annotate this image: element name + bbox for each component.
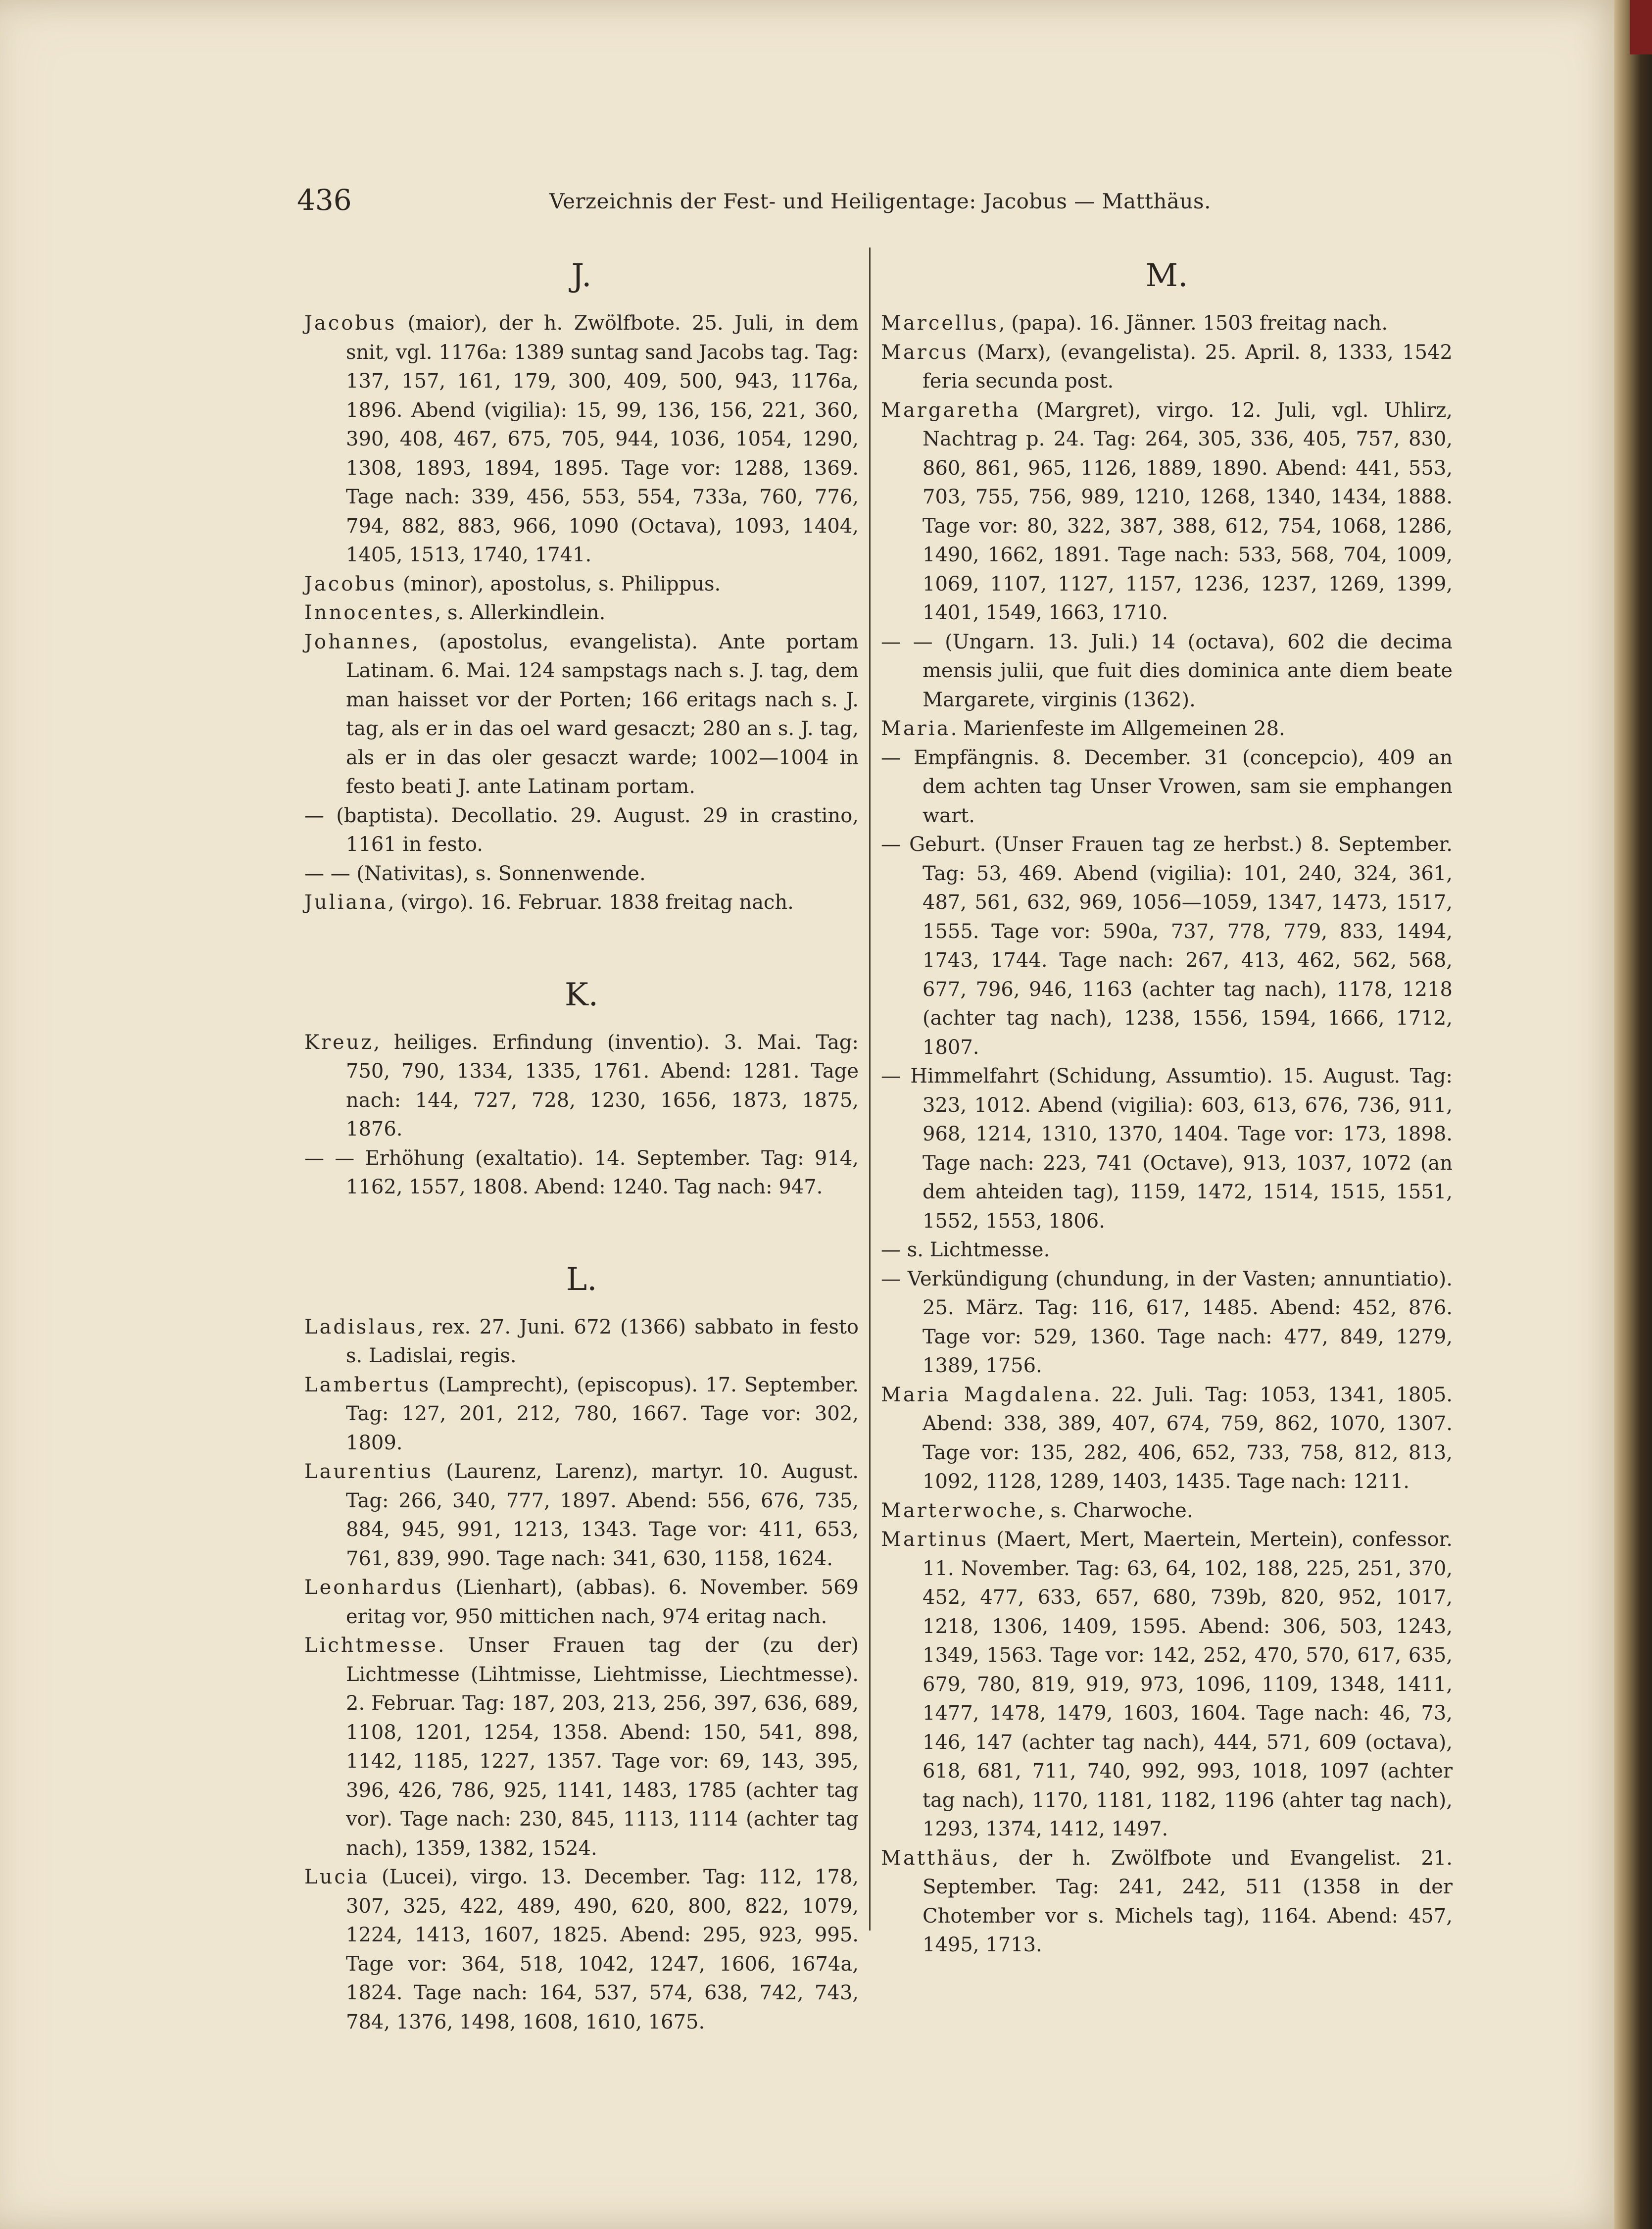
index-entry (304, 1371, 859, 1458)
entry-text: . Unser Frauen tag der (zu der) Lichtmesse (Lihtmisse, Liehtmisse, Liechtmesse). 2. Februar. Tag: 187, 203, 213, 256, 397, 636, 689, 1108, 1201, 1254, 1358. Abend: 150, 541, 898, 1142, 1185, 1227, 1357. Tage vor: 69, 143, 395, 396, 426, 786, 925, 1141, 1483, 1785 (achter tag vor). Tage nach: 230, 845, 1113, 1114 (achter tag nach), 1359, 1382, 1524. (346, 1634, 859, 1860)
index-entry (881, 396, 1453, 628)
index-entry (304, 859, 859, 889)
entry-text: — s. Lichtmesse. (881, 1238, 1050, 1261)
index-entry (881, 1381, 1453, 1496)
left-column (304, 252, 859, 2036)
entry-text: — — (Ungarn. 13. Juli.) 14 (octava), 602 die decima mensis julii, que fuit dies dominica ante diem beate Margarete, virginis (1362). (881, 630, 1453, 711)
entry-head: Juliana (304, 891, 388, 914)
entry-head: Matthäus (881, 1846, 992, 1870)
entry-head: Maria Magdalena (881, 1383, 1094, 1406)
entry-text: , (virgo). 16. Februar. 1838 freitag nach. (388, 891, 794, 914)
entry-head: Marcus (881, 341, 969, 364)
running-title: Verzeichnis der Fest- und Heiligentage: Jacobus — Matthäus. (549, 189, 1211, 213)
entry-head: Marcellus (881, 312, 999, 335)
section-letter-l: L. (566, 1261, 597, 1298)
index-entry (881, 1844, 1453, 1960)
index-entry (881, 830, 1453, 1062)
entry-head: Margaretha (881, 398, 1020, 422)
entry-head: Martinus (881, 1528, 988, 1551)
entry-text: (maior), der h. Zwölfbote. 25. Juli, in dem snit, vgl. 1176a: 1389 suntag sand Jacobs tag. Tag: 137, 157, 161, 179, 300, 409, 500, 943, 1176a, 1896. Abend (vigilia): 15, 99, 136, 156, 221, 360, 390, 408, 467, 675, 705, 944, 1036, 1054, 1290, 1308, 1893, 1894, 1895. Tage vor: 1288, 1369. Tage nach: 339, 456, 553, 554, 733a, 760, 776, 794, 882, 883, 966, 1090 (Octava), 1093, 1404, 1405, 1513, 1740, 1741. (346, 312, 859, 566)
entry-head: Laurentius (304, 1460, 433, 1483)
entry-text: — — (Nativitas), s. Sonnenwende. (304, 862, 646, 885)
index-entry (304, 1144, 859, 1202)
entry-text: (Margret), virgo. 12. Juli, vgl. Uhlirz, Nachtrag p. 24. Tag: 264, 305, 336, 405, 757, 830, 860, 861, 965, 1126, 1889, 1890. Abend: 441, 553, 703, 755, 756, 989, 1210, 1268, 1340, 1434, 1888. Tage vor: 80, 322, 387, 388, 612, 754, 1068, 1286, 1490, 1662, 1891. Tage nach: 533, 568, 704, 1009, 1069, 1107, 1127, 1157, 1236, 1237, 1269, 1399, 1401, 1549, 1663, 1710. (923, 398, 1453, 624)
index-entry (304, 1457, 859, 1573)
entry-text: (Marx), (evangelista). 25. April. 8, 1333, 1542 feria secunda post. (923, 341, 1453, 393)
entry-head: Maria (881, 717, 951, 740)
entry-text: — Verkündigung (chundung, in der Vasten; annuntiatio). 25. März. Tag: 116, 617, 1485. Abend: 452, 876. Tage vor: 529, 1360. Tage nach: 477, 849, 1279, 1389, 1756. (881, 1267, 1453, 1377)
book-spine (1614, 0, 1652, 2229)
entry-text: , (apostolus, evangelista). Ante portam Latinam. 6. Mai. 124 sampstags nach s. J. tag, dem man haisset vor der Porten; 166 eritags nach s. J. tag, als er in das oel ward gesaczt; 280 an s. J. tag, als er in das oler gesaczt warde; 1002—1004 in festo beati J. ante Latinam portam. (346, 630, 859, 798)
entry-head: Marterwoche (881, 1499, 1038, 1522)
entry-head: Johannes (304, 630, 412, 653)
entry-text: — Geburt. (Unser Frauen tag ze herbst.) 8. September. Tag: 53, 469. Abend (vigilia): 101, 240, 324, 361, 487, 561, 632, 969, 1056—1059, 1347, 1473, 1517, 1555. Tage vor: 590a, 737, 778, 779, 833, 1494, 1743, 1744. Tage nach: 267, 413, 462, 562, 568, 677, 796, 946, 1163 (achter tag nach), 1178, 1218 (achter tag nach), 1238, 1556, 1594, 1666, 1712, 1807. (881, 833, 1453, 1059)
index-entry (304, 628, 859, 801)
entry-text: (Lienhart), (abbas). 6. November. 569 eritag vor, 950 mittichen nach, 974 eritag nach. (346, 1576, 859, 1628)
right-column (881, 252, 1453, 1960)
index-entry (881, 1236, 1453, 1265)
entry-head: Lucia (304, 1866, 370, 1888)
entry-text: (minor), apostolus, s. Philippus. (396, 572, 721, 595)
section-letter-k: K. (564, 976, 599, 1013)
entry-text: , (papa). 16. Jänner. 1503 freitag nach. (998, 312, 1388, 335)
index-entry (881, 628, 1453, 715)
entry-text: , der h. Zwölfbote und Evangelist. 21. September. Tag: 241, 242, 511 (1358 in der Chotember vor s. Michels tag), 1164. Abend: 457, 1495, 1713. (923, 1846, 1453, 1956)
index-entry (881, 309, 1453, 338)
entry-text: , s. Allerkindlein. (435, 601, 606, 624)
entry-text: , heiliges. Erfindung (inventio). 3. Mai. Tag: 750, 790, 1334, 1335, 1761. Abend: 1281. Tage nach: 144, 727, 728, 1230, 1656, 1873, 1875, 1876. (346, 1031, 859, 1140)
index-entry (304, 1028, 859, 1144)
index-entry (881, 1265, 1453, 1381)
entry-text: — — Erhöhung (exaltatio). 14. September. Tag: 914, 1162, 1557, 1808. Abend: 1240. Tag nach: 947. (304, 1146, 859, 1198)
entry-head: Ladislaus (304, 1315, 418, 1338)
entry-text: — Himmelfahrt (Schidung, Assumtio). 15. August. Tag: 323, 1012. Abend (vigilia): 603, 613, 676, 736, 911, 968, 1214, 1310, 1370, 1404. Tage vor: 173, 1898. Tage nach: 223, 741 (Octave), 913, 1037, 1072 (an dem ahteiden tag), 1159, 1472, 1514, 1515, 1551, 1552, 1553, 1806. (881, 1065, 1453, 1233)
entry-head: Leonhardus (304, 1576, 443, 1599)
entry-head: Lichtmesse (304, 1634, 438, 1657)
entry-text: (Lucei), virgo. 13. December. Tag: 112, 178, 307, 325, 422, 489, 490, 620, 800, 822, 1079, 1224, 1413, 1607, 1825. Abend: 295, 923, 995. Tage vor: 364, 518, 1042, 1247, 1606, 1674a, 1824. Tage nach: 164, 537, 574, 638, 742, 743, 784, 1376, 1498, 1608, 1610, 1675. (346, 1866, 859, 2033)
index-entry (304, 309, 859, 570)
binding-tab (1630, 0, 1652, 54)
index-entry (304, 598, 859, 628)
section-letter-m: M. (1145, 257, 1188, 294)
entry-head: Lambertus (304, 1373, 431, 1396)
entry-text: — (baptista). Decollatio. 29. August. 29 in crastino, 1161 in festo. (304, 804, 859, 856)
entry-head: Jacobus (304, 312, 397, 335)
index-entry (881, 1525, 1453, 1844)
index-entry (881, 1496, 1453, 1526)
entry-text: (Maert, Mert, Maertein, Mertein), confessor. 11. November. Tag: 63, 64, 102, 188, 225, 251, 370, 452, 477, 633, 657, 680, 739b, 820, 952, 1017, 1218, 1306, 1409, 1595. Abend: 306, 503, 1243, 1349, 1563. Tage vor: 142, 252, 470, 570, 617, 635, 679, 780, 819, 919, 973, 1096, 1109, 1348, 1411, 1477, 1478, 1479, 1603, 1604. Tage nach: 46, 73, 146, 147 (achter tag nach), 444, 571, 609 (octava), 618, 681, 711, 740, 992, 993, 1018, 1097 (achter tag nach), 1170, 1181, 1182, 1196 (ahter tag nach), 1293, 1374, 1412, 1497. (923, 1528, 1453, 1840)
entry-text: , rex. 27. Juni. 672 (1366) sabbato in festo s. Ladislai, regis. (346, 1315, 859, 1367)
page-header (297, 183, 1485, 223)
entry-text: — Empfängnis. 8. December. 31 (concepcio), 409 an dem achten tag Unser Vrowen, sam sie emphangen wart. (881, 746, 1453, 827)
index-entry (881, 338, 1453, 396)
page-number: 436 (297, 183, 352, 217)
index-entry (881, 714, 1453, 743)
entry-text: . 22. Juli. Tag: 1053, 1341, 1805. Abend: 338, 389, 407, 674, 759, 862, 1070, 1307. Tage vor: 135, 282, 406, 652, 733, 758, 812, 813, 1092, 1128, 1289, 1403, 1435. Tage nach: 1211. (923, 1383, 1453, 1493)
entry-head: Innocentes (304, 601, 435, 624)
index-entry (304, 570, 859, 599)
index-entry (304, 888, 859, 917)
index-entry (881, 743, 1453, 831)
index-entry (881, 1062, 1453, 1236)
entry-head: Jacobus (304, 572, 397, 595)
index-entry (304, 1313, 859, 1371)
entry-text: , s. Charwoche. (1037, 1499, 1193, 1522)
entry-text: (Lamprecht), (episcopus). 17. September. Tag: 127, 201, 212, 780, 1667. Tage vor: 302, 1809. (346, 1373, 859, 1454)
entry-text: . Marienfeste im Allgemeinen 28. (950, 717, 1285, 740)
index-entry (304, 801, 859, 859)
index-entry (304, 1573, 859, 1631)
index-entry (304, 1863, 859, 2036)
entry-text: (Laurenz, Larenz), martyr. 10. August. Tag: 266, 340, 777, 1897. Abend: 556, 676, 735, 884, 945, 991, 1213, 1343. Tage vor: 411, 653, 761, 839, 990. Tage nach: 341, 630, 1158, 1624. (346, 1460, 859, 1570)
index-entry (304, 1631, 859, 1863)
section-letter-j: J. (571, 257, 592, 294)
entry-head: Kreuz (304, 1031, 374, 1054)
column-divider (869, 248, 871, 1931)
